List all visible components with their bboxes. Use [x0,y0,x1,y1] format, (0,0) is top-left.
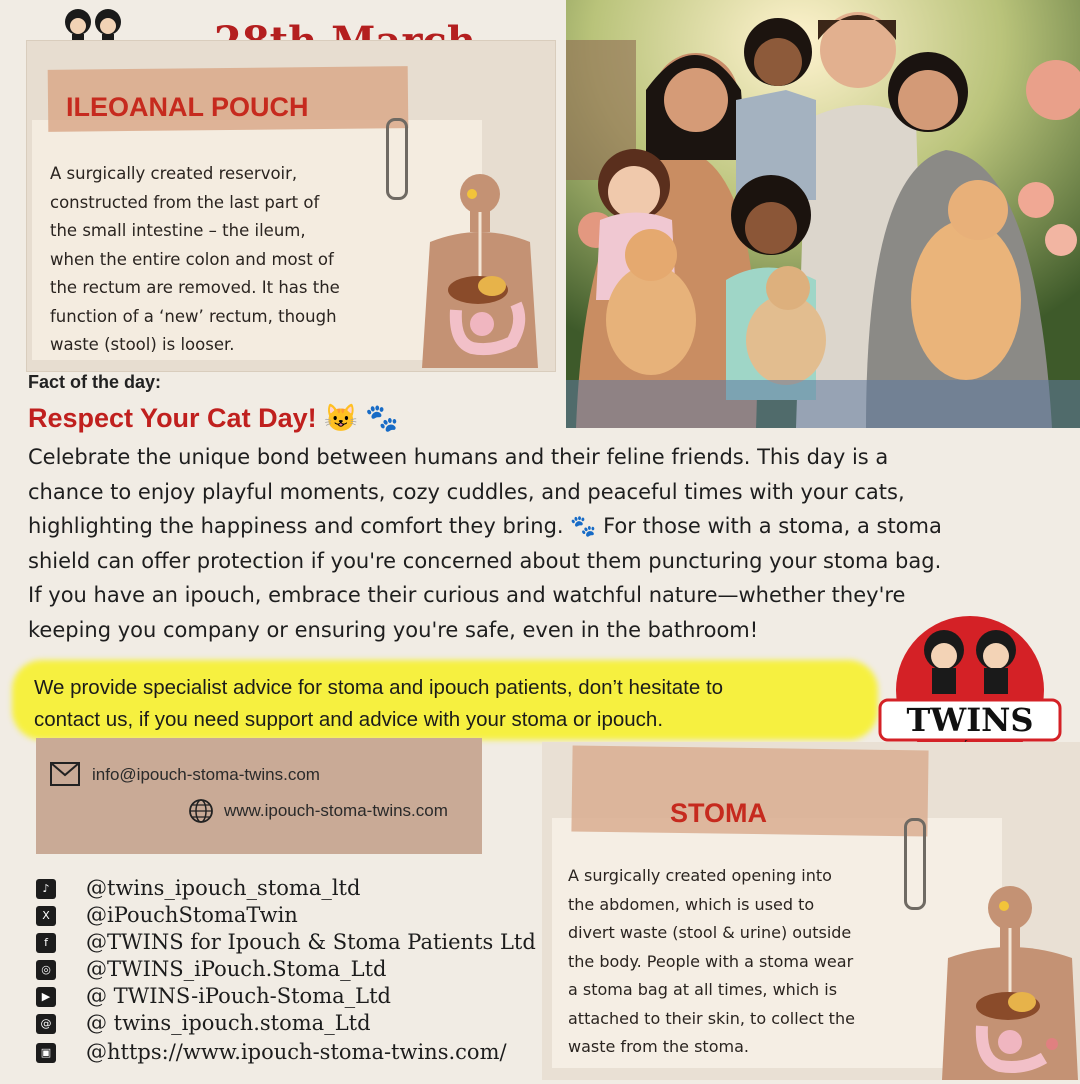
social-handle: @twins_ipouch_stoma_ltd [86,876,361,900]
social-handle: @ twins_ipouch.stoma_Ltd [86,1011,371,1035]
stoma-line: a stoma bag at all times, which is [568,980,838,999]
advice-line: contact us, if you need support and advice with your stoma or ipouch. [34,708,664,731]
contact-card [36,738,482,854]
website-icon: ▣ [36,1043,56,1063]
globe-icon [188,798,214,824]
instagram-icon: ◎ [36,960,56,980]
logo-large-text: TWINS [906,701,1034,739]
envelope-icon [50,762,80,786]
social-handle: @TWINS for Ipouch & Stoma Patients Ltd [86,930,536,954]
paragraph-line: keeping you company or ensuring you're safe, even in the bathroom! [28,617,759,642]
email-link[interactable]: info@ipouch-stoma-twins.com [92,765,320,784]
paragraph-line: highlighting the happiness and comfort they bring. 🐾 For those with a stoma, a stoma [28,514,942,538]
x-icon: X [36,906,56,926]
threads-icon: @ [36,1014,56,1034]
advice-line: We provide specialist advice for stoma and ipouch patients, don’t hesitate to [34,676,724,699]
family-with-cats-image [566,0,1080,428]
ileoanal-line: the rectum are removed. It has the [50,278,340,297]
digestive-anatomy-icon [420,172,560,368]
ileoanal-line: A surgically created reservoir, [50,164,298,183]
ileoanal-description [50,160,420,360]
paragraph-line: shield can offer protection if you're concerned about them puncturing your stoma bag. [28,548,942,573]
tiktok-icon: ♪ [36,879,56,899]
advice-text [34,672,884,736]
social-handle: @ TWINS-iPouch-Stoma_Ltd [86,984,391,1008]
social-handle: @iPouchStomaTwin [86,903,298,927]
facebook-icon: f [36,933,56,953]
youtube-icon: ▶ [36,987,56,1007]
website-link[interactable]: www.ipouch-stoma-twins.com [224,801,448,820]
social-handle: @TWINS_iPouch.Stoma_Ltd [86,957,387,981]
stoma-line: A surgically created opening into [568,866,832,885]
social-handle: @https://www.ipouch-stoma-twins.com/ [86,1040,507,1064]
ileoanal-line: the small intestine – the ileum, [50,221,306,240]
stoma-line: the body. People with a stoma wear [568,951,854,971]
stoma-line: attached to their skin, to collect the [568,1008,855,1028]
stoma-description [568,862,918,1062]
fact-label: Fact of the day: [28,372,162,392]
stoma-anatomy-icon [940,884,1080,1080]
ileoanal-line: when the entire colon and most of [50,249,334,269]
stoma-line: waste from the stoma. [568,1037,749,1056]
paragraph-line: If you have an ipouch, embrace their curious and watchful nature—whether they're [28,583,906,607]
stoma-line: the abdomen, which is used to [568,894,815,914]
paragraph-line: Celebrate the unique bond between humans and their feline friends. This day is a [28,445,889,469]
paragraph-line: chance to enjoy playful moments, cozy cuddles, and peaceful times with your cats, [28,479,905,504]
ileoanal-line: waste (stool) is looser. [50,335,235,354]
stoma-line: divert waste (stool & urine) outside [568,923,852,942]
ileoanal-line: constructed from the last part of [50,192,320,212]
stoma-title: STOMA [670,798,768,828]
ileoanal-line: function of a ‘new’ rectum, though [50,306,337,326]
fact-title: Respect Your Cat Day! 😺 🐾 [28,403,399,433]
ileoanal-title: ILEOANAL POUCH [66,92,309,122]
